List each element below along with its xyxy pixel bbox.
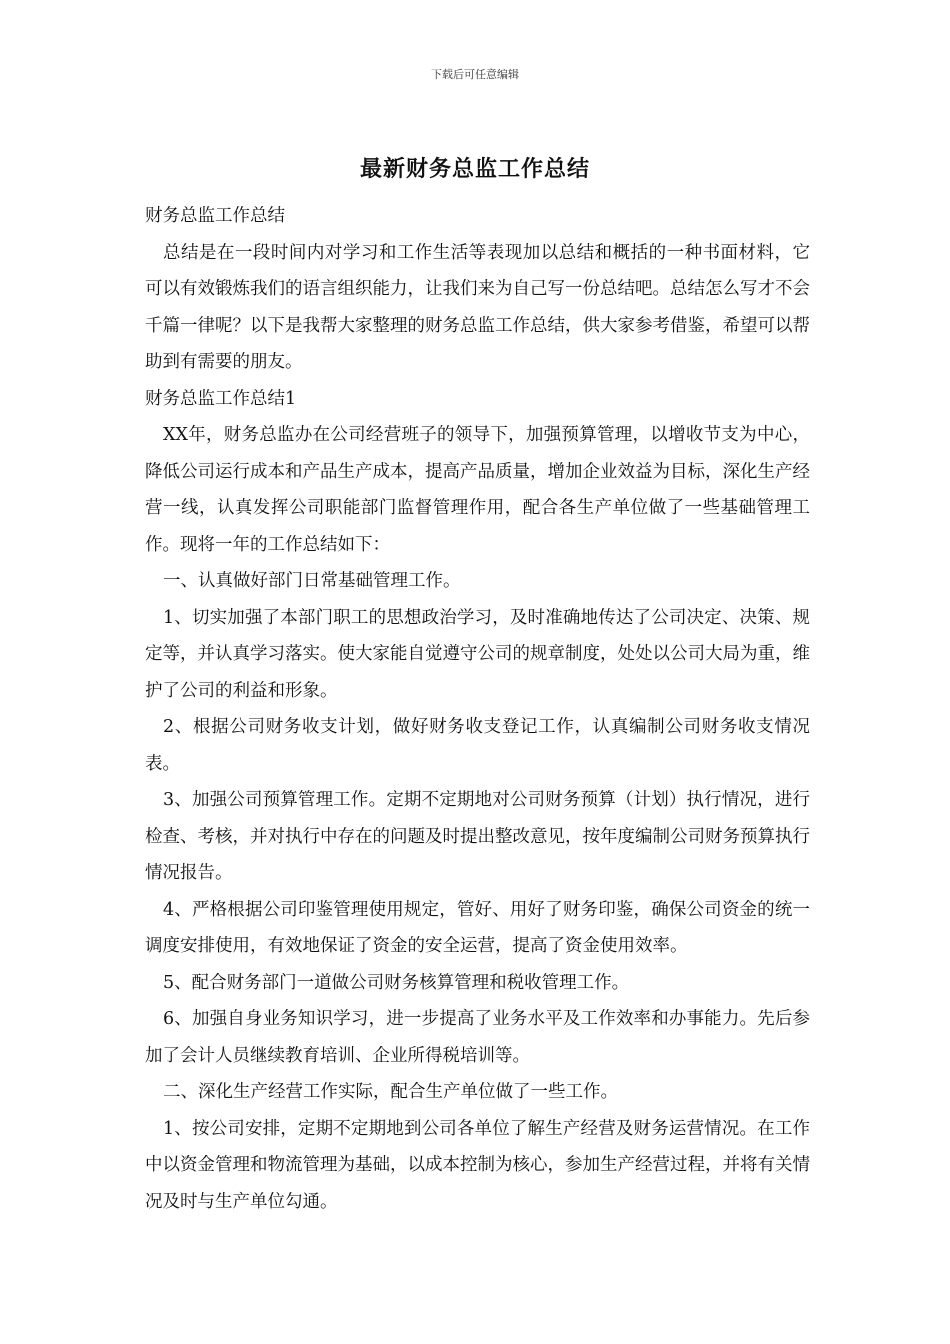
subtitle-paragraph: 财务总监工作总结: [145, 206, 285, 226]
section-heading: 财务总监工作总结1: [145, 388, 297, 409]
list-item: 1、切实加强了本部门职工的思想政治学习，及时准确地传达了公司决定、决策、规定等，并认真学习落实。使大家能自觉遵守公司的规章制度，处处以公司大局为重，维护了公司的利益和形象。: [145, 607, 810, 701]
document-body: [145, 198, 810, 1220]
section-heading: 一、认真做好部门日常基础管理工作。: [163, 571, 461, 591]
list-item: 3、加强公司预算管理工作。定期不定期地对公司财务预算（计划）执行情况，进行检查、考核，并对执行中存在的问题及时提出整改意见，按年度编制公司财务预算执行情况报告。: [145, 790, 810, 883]
list-item: 4、严格根据公司印鉴管理使用规定，管好、用好了财务印鉴，确保公司资金的统一调度安排使用，有效地保证了资金的安全运营，提高了资金使用效率。: [145, 899, 810, 956]
header-note: 下载后可任意编辑: [431, 68, 519, 81]
document-title: 最新财务总监工作总结: [359, 156, 590, 182]
body-paragraph: XX年，财务总监办在公司经营班子的领导下，加强预算管理，以增收节支为中心，降低公司运行成本和产品生产成本，提高产品质量，增加企业效益为目标，深化生产经营一线，认真发挥公司职能部门监督管理作用，配合各生产单位做了一些基础管理工作。现将一年的工作总结如下：: [145, 425, 810, 555]
intro-paragraph: 总结是在一段时间内对学习和工作生活等表现加以总结和概括的一种书面材料，它可以有效锻炼我们的语言组织能力，让我们来为自己写一份总结吧。总结怎么写才不会千篇一律呢？以下是我帮大家整理的财务总监工作总结，供大家参考借鉴，希望可以帮助到有需要的朋友。: [145, 242, 810, 372]
section-heading: 二、深化生产经营工作实际，配合生产单位做了一些工作。: [163, 1082, 618, 1102]
list-item: 6、加强自身业务知识学习，进一步提高了业务水平及工作效率和办事能力。先后参加了会计人员继续教育培训、企业所得税培训等。: [145, 1009, 810, 1066]
list-item: 5、配合财务部门一道做公司财务核算管理和税收管理工作。: [163, 972, 630, 993]
list-item: 2、根据公司财务收支计划，做好财务收支登记工作，认真编制公司财务收支情况表。: [145, 717, 810, 774]
list-item: 1、按公司安排，定期不定期地到公司各单位了解生产经营及财务运营情况。在工作中以资金管理和物流管理为基础，以成本控制为核心，参加生产经营过程，并将有关情况及时与生产单位勾通。: [145, 1118, 810, 1212]
